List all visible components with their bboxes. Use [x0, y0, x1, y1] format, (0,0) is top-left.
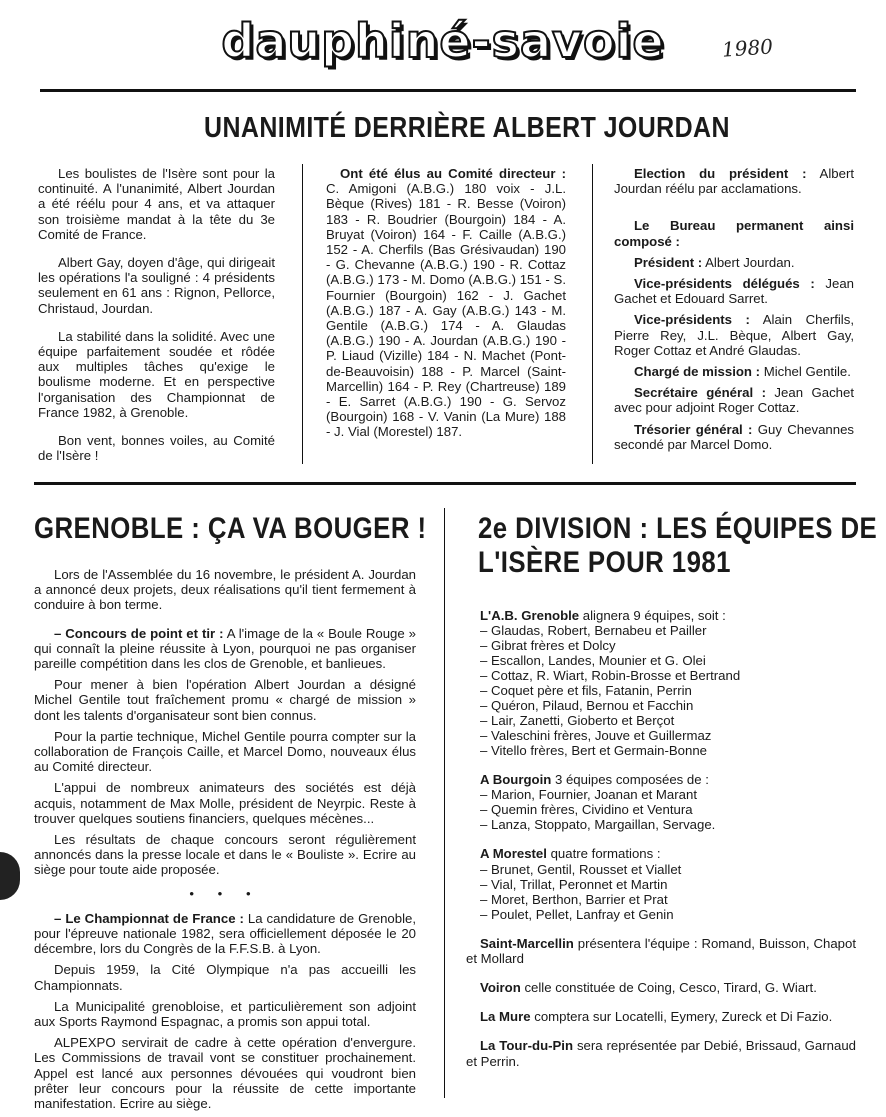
list-item: – Quéron, Pilaud, Bernou et Facchin: [480, 698, 856, 713]
paragraph: ALPEXPO servirait de cadre à cette opération d'envergure. Les Commissions de travail vont se constituer prochainement. Appel est lancé aux personnes dévouées qui voudront bien prêter leur concours pour la réussite de cette importante manifestation. Ecrire au siège.: [34, 1035, 416, 1112]
club-text: celle constituée de Coing, Cesco, Tirard, G. Wiart.: [520, 980, 817, 996]
paragraph: Depuis 1959, la Cité Olympique n'a pas accueilli les Championnats.: [34, 962, 416, 993]
club-text: comptera sur Locatelli, Eymery, Zureck et Di Fazio.: [530, 1009, 833, 1025]
article2-body: [34, 567, 416, 1117]
column-divider: [302, 164, 303, 464]
list-item: – Escallon, Landes, Mounier et G. Olei: [480, 653, 856, 668]
list-item: – Valeschini frères, Jouve et Guillermaz: [480, 728, 856, 743]
club-intro: alignera 9 équipes, soit :: [579, 608, 726, 623]
list-item: – Coquet père et fils, Fatanin, Perrin: [480, 683, 856, 698]
list-item: – Cottaz, R. Wiart, Robin-Brosse et Bertrand: [480, 668, 856, 683]
role-label: Secrétaire général :: [634, 385, 766, 401]
paragraph: Pour mener à bien l'opération Albert Jourdan a désigné Michel Gentile tout fraîchement promu « chargé de mission » dont les talents d'organisateur sont bien connus.: [34, 677, 416, 723]
club-name: A Bourgoin: [480, 772, 552, 788]
club-name: A Morestel: [480, 846, 547, 862]
masthead-title: dauphiné-savoie: [221, 14, 665, 68]
article1-col3: [614, 166, 854, 458]
article2-headline: GRENOBLE : ÇA VA BOUGER !: [34, 512, 427, 545]
paragraph: L'appui de nombreux animateurs des sociétés est déjà acquis, notamment de Max Molle, président de Neyrpic. Reste à trouver quelques soutiens financiers, quelques mécènes...: [34, 780, 416, 826]
club-intro: quatre formations :: [546, 846, 661, 862]
club-name: Voiron: [480, 980, 521, 996]
paragraph: Pour la partie technique, Michel Gentile pourra compter sur la collaboration de François Caille, et Marcel Domo, nouveaux élus au Comité directeur.: [34, 728, 416, 775]
elected-lead: Ont été élus au Comité directeur :: [340, 166, 566, 181]
article1-col1: [38, 166, 275, 476]
article3-body: [466, 608, 856, 1069]
list-item: – Glaudas, Robert, Bernabeu et Pailler: [480, 623, 856, 638]
role-label: Trésorier général :: [634, 421, 753, 437]
role-names: Alain Cherfils, Pierre Rey, J.L. Bèque, Albert Gay, Roger Cottaz et André Glaudas.: [614, 312, 854, 358]
role-label: Vice-présidents :: [634, 312, 750, 328]
list-item: – Quemin frères, Cividino et Ventura: [480, 802, 856, 817]
article3-headline: [478, 512, 877, 580]
election-text: Albert Jourdan réélu par acclamations.: [614, 166, 854, 197]
paragraph: Les boulistes de l'Isère sont pour la continuité. A l'unanimité, Albert Jourdan a été réélu pour 4 ans, et va attaquer son troisième mandat à la tête du 3e Comité de France.: [38, 166, 275, 242]
paragraph: Bon vent, bonnes voiles, au Comité de l'Isère !: [38, 433, 275, 464]
role-names: Guy Chevannes secondé par Marcel Domo.: [614, 421, 854, 452]
section-lead: – Le Championnat de France :: [54, 910, 244, 926]
handwritten-year: 1980: [721, 34, 774, 62]
role-names: Albert Jourdan.: [702, 254, 795, 270]
list-item: – Brunet, Gentil, Rousset et Viallet: [480, 862, 856, 877]
paragraph: Albert Gay, doyen d'âge, qui dirigeait les opérations l'a souligné : 4 présidents seulement en 61 ans : Rignon, Pellorce, Christaud, Jourdan.: [38, 255, 275, 316]
club-name: La Tour-du-Pin: [480, 1038, 574, 1054]
headline-line: 2e DIVISION : LES ÉQUIPES DE: [478, 512, 878, 545]
column-divider: [444, 508, 445, 1098]
role-names: Jean Gachet et Edouard Sarret.: [614, 276, 855, 307]
paragraph: La stabilité dans la solidité. Avec une équipe parfaitement soudée et rôdée aux multiples tâches qu'exige le boulisme moderne. Et en perspective l'organisation des Championnat de France 1982, à Grenoble.: [38, 328, 275, 420]
paragraph: Les résultats de chaque concours seront régulièrement annoncés dans la presse locale et dans le « Bouliste ». Ecrire au siège pour toute aide proposée.: [34, 832, 416, 878]
club-group: [466, 608, 856, 758]
section-text: A l'image de la « Boule Rouge » qui connaît la pleine réussite à Lyon, pourquoi ne pas organiser pareille compétition dans les clos de Grenoble, et banlieues.: [34, 625, 416, 672]
section-rule: [34, 482, 856, 485]
club-intro: 3 équipes composées de :: [551, 772, 709, 788]
scan-punch-hole: [0, 852, 20, 900]
column-divider: [592, 164, 593, 464]
role-names: Michel Gentile.: [760, 364, 851, 380]
article1-headline: UNANIMITÉ DERRIÈRE ALBERT JOURDAN: [204, 112, 730, 144]
top-rule: [40, 89, 856, 92]
role-label: Chargé de mission :: [634, 364, 761, 380]
headline-line: L'ISÈRE POUR 1981: [478, 546, 731, 579]
section-lead: – Concours de point et tir :: [54, 625, 224, 641]
role-label: Vice-présidents délégués :: [634, 276, 815, 292]
list-item: – Lanza, Stoppato, Margaillan, Servage.: [480, 817, 856, 832]
paragraph: La Municipalité grenobloise, et particulièrement son adjoint aux Sports Raymond Espagnac, a promis son appui total.: [34, 998, 416, 1030]
intro-paragraph: Lors de l'Assemblée du 16 novembre, le président A. Jourdan a annoncé deux projets, deux réalisations qu'il tient fermement à conduire à bon terme.: [34, 567, 416, 613]
club-group: [466, 772, 856, 832]
list-item: – Moret, Berthon, Barrier et Prat: [480, 892, 856, 907]
club-name: Saint-Marcellin: [480, 935, 574, 951]
elected-list: C. Amigoni (A.B.G.) 180 voix - J.L. Bèque (Rives) 181 - R. Besse (Voiron) 183 - R. Boudrier (Bourgoin) 184 - A. Bruyat (Voiron) 164 - F. Caille (A.B.G.) 152 - A. Cherfils (Bas Grésivaudan) 190 - G. Chevanne (A.B.G.) 190 - R. Cottaz (A.B.G.) 173 - M. Domo (A.B.G.) 151 - S. Fournier (Bourgoin) 162 - J. Gachet (A.B.G.) 187 - A. Gay (A.B.G.) 143 - M. Gentile (A.B.G.) 174 - A. Glaudas (A.B.G.) 190 - A. Jourdan (A.B.G.) 190 - P. Liaud (Vizille) 184 - N. Machet (Pont-de-Beauvoisin) 188 - P. Marcel (Saint-Marcellin) 164 - P. Rey (Chartreuse) 189 - E. Sarret (A.B.G.) 190 - G. Servoz (Bourgoin) 168 - V. Vanin (La Mure) 188 - J. Vial (Morestel) 187.: [326, 181, 566, 440]
list-item: – Gibrat frères et Dolcy: [480, 638, 856, 653]
section-text: La candidature de Grenoble, pour l'épreuve nationale 1982, sera officiellement déposée le 20 décembre, lors du Congrès de la F.F.S.B. à Lyon.: [34, 910, 416, 957]
separator-stars: • • •: [189, 885, 261, 901]
role-label: Président :: [634, 254, 703, 270]
list-item: – Vitello frères, Bert et Germain-Bonne: [480, 743, 856, 758]
list-item: – Marion, Fournier, Joanan et Marant: [480, 787, 856, 802]
bureau-lead: Le Bureau permanent ainsi composé :: [614, 218, 854, 249]
club-group: [466, 846, 856, 921]
list-item: – Lair, Zanetti, Gioberto et Berçot: [480, 713, 856, 728]
role-names: Jean Gachet avec pour adjoint Roger Cottaz.: [614, 385, 854, 416]
election-lead: Election du président :: [634, 166, 807, 181]
club-text: sera représentée par Debié, Brissaud, Garnaud et Perrin.: [466, 1038, 856, 1069]
club-text: présentera l'équipe : Romand, Buisson, Chapot et Mollard: [466, 935, 856, 966]
club-name: L'A.B. Grenoble: [480, 608, 580, 623]
club-name: La Mure: [480, 1009, 531, 1025]
list-item: – Vial, Trillat, Peronnet et Martin: [480, 877, 856, 892]
article1-col2: [326, 166, 566, 453]
list-item: – Poulet, Pellet, Lanfray et Genin: [480, 907, 856, 922]
